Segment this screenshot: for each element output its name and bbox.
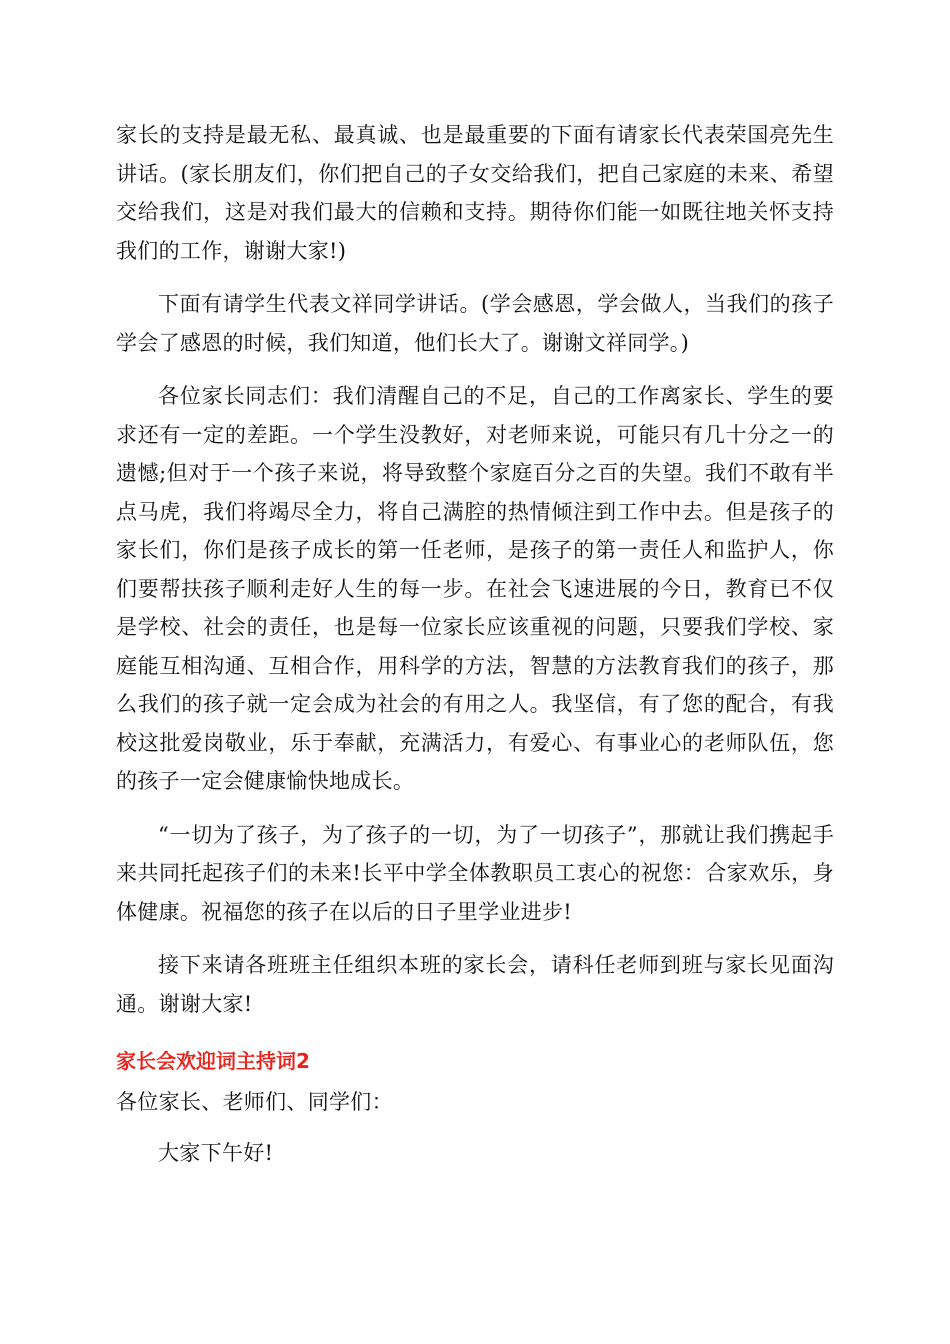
salutation: 各位家长、老师们、同学们： — [116, 1090, 393, 1114]
paragraph-address-parents: 各位家长同志们：我们清醒自己的不足，自己的工作离家长、学生的要求还有一定的差距。一个学生没教好，对老师来说，可能只有几十分之一的遗憾;但对于一个孩子来说，将导致整个家庭百分之百的失望。我们不敢有半点马虎，我们将竭尽全力，将自己满腔的热情倾注到工作中去。但是孩子的家长们，你们是孩子成长的第一任老师，是孩子的第一责任人和监护人，你们要帮扶孩子顺利走好人生的每一步。在社会飞速进展的今日，教育已不仅是学校、社会的责任，也是每一位家长应该重视的问题，只要我们学校、家庭能互相沟通、互相合作，用科学的方法，智慧的方法教育我们的孩子，那么我们的孩子就一定会成为社会的有用之人。我坚信，有了您的配合，有我校这批爱岗敬业，乐于奉献，充满活力，有爱心、有事业心的老师队伍，您的孩子一定会健康愉快地成长。 — [116, 384, 834, 793]
greeting: 大家下午好! — [158, 1140, 274, 1165]
document-body — [116, 116, 834, 1172]
paragraph-for-children: “一切为了孩子，为了孩子的一切，为了一切孩子”，那就让我们携起手来共同托起孩子们的未来!长平中学全体教职员工衷心的祝您：合家欢乐，身体健康。祝福您的孩子在以后的日子里学业进步! — [116, 822, 834, 924]
section-heading: 家长会欢迎词主持词2 — [116, 1049, 310, 1073]
paragraph-class-meetings: 接下来请各班班主任组织本班的家长会，请科任老师到班与家长见面沟通。谢谢大家! — [116, 953, 834, 1016]
paragraph-student-speech: 下面有请学生代表文祥同学讲话。(学会感恩，学会做人，当我们的孩子学会了感恩的时候，我们知道，他们长大了。谢谢文祥同学。) — [116, 292, 834, 355]
paragraph-parent-support: 家长的支持是最无私、最真诚、也是最重要的下面有请家长代表荣国亮先生讲话。(家长朋友们，你们把自己的子女交给我们，把自己家庭的未来、希望交给我们，这是对我们最大的信赖和支持。期待你们能一如既往地关怀支持我们的工作，谢谢大家!) — [116, 123, 834, 263]
